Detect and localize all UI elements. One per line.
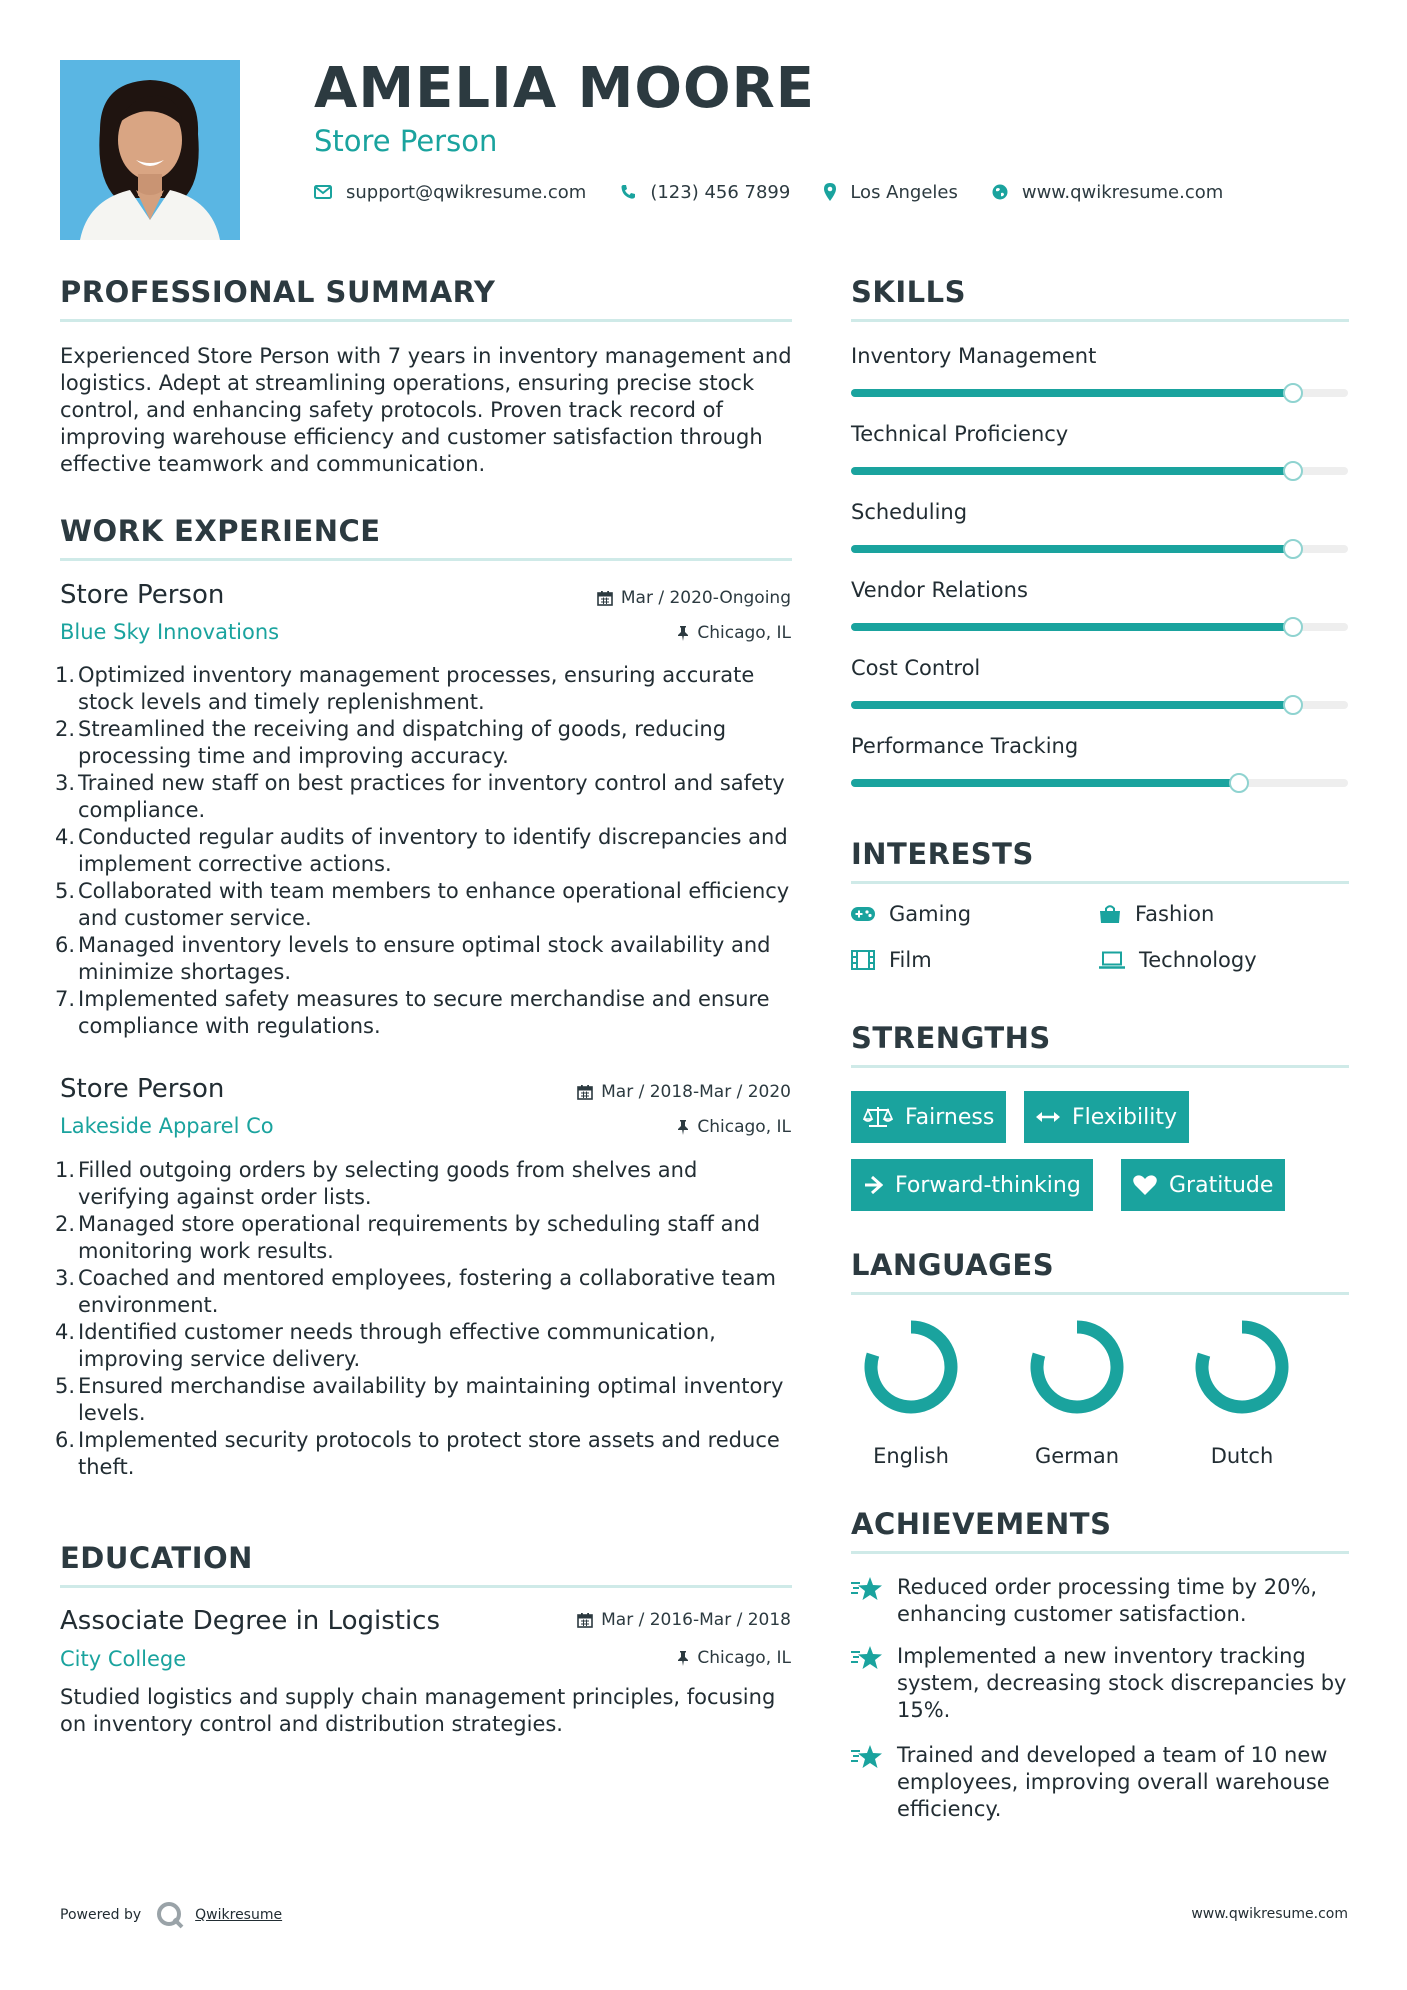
education-dates: [577, 1610, 791, 1630]
bullet-text: Filled outgoing orders by selecting goods from shelves and verifying against order lists.: [78, 1158, 698, 1209]
strength-label: Flexibility: [1072, 1104, 1177, 1130]
language-item: [851, 1320, 971, 1468]
bullet-text: Implemented safety measures to secure merchandise and ensure compliance with regulations.: [78, 987, 770, 1038]
strengths-rule: [851, 1065, 1349, 1068]
skills-heading: SKILLS: [851, 275, 966, 309]
interest-label: Fashion: [1135, 902, 1215, 926]
globe-icon: [992, 184, 1008, 200]
summary-heading: PROFESSIONAL SUMMARY: [60, 275, 496, 309]
list-item: 1. Optimized inventory management processes, ensuring accurate stock levels and timely replenishment.: [55, 663, 755, 714]
education-dates-text: Mar / 2016-Mar / 2018: [601, 1610, 791, 1630]
location-text: Los Angeles: [850, 181, 958, 203]
list-item: 3. Trained new staff on best practices for inventory control and safety compliance.: [55, 771, 785, 822]
achievements-heading: ACHIEVEMENTS: [851, 1507, 1112, 1541]
balance-scale-icon: [863, 1105, 893, 1129]
job-company: Blue Sky Innovations: [60, 620, 280, 644]
summary-rule: [60, 319, 792, 322]
phone-text: (123) 456 7899: [650, 181, 791, 203]
skill-bar-fill: [851, 623, 1293, 631]
achievements-rule: [851, 1551, 1349, 1554]
languages-heading: LANGUAGES: [851, 1248, 1055, 1282]
job-bullets: [55, 662, 795, 1040]
email-text: support@qwikresume.com: [346, 181, 587, 203]
list-item: 6. Implemented security protocols to protect store assets and reduce theft.: [55, 1428, 780, 1479]
bullet-text: Implemented security protocols to protect store assets and reduce theft.: [78, 1428, 780, 1479]
achievement-text: Implemented a new inventory tracking system, decreasing stock discrepancies by 15%.: [897, 1644, 1347, 1722]
list-item: 7. Implemented safety measures to secure merchandise and ensure compliance with regulations.: [55, 987, 770, 1038]
skill-bar: [851, 701, 1348, 709]
skill-bar-handle: [1283, 383, 1303, 403]
skill-bar-handle: [1283, 539, 1303, 559]
list-item: 2. Managed store operational requirements by scheduling staff and monitoring work results.: [55, 1212, 761, 1263]
interest-item: [1099, 948, 1257, 972]
education-heading: EDUCATION: [60, 1541, 253, 1575]
skill-bar-fill: [851, 779, 1239, 787]
interest-label: Gaming: [889, 902, 972, 926]
contact-bar: [314, 179, 1257, 205]
bullet-text: Ensured merchandise availability by maintaining optimal inventory levels.: [78, 1374, 784, 1425]
strength-badge: [851, 1091, 1006, 1143]
interests-heading: INTERESTS: [851, 837, 1034, 871]
shooting-star-icon: [851, 1744, 883, 1770]
job-location: [677, 623, 791, 643]
calendar-icon: [577, 1084, 593, 1100]
strength-badge: [1121, 1159, 1285, 1211]
gamepad-icon: [851, 906, 875, 922]
map-marker-icon: [824, 183, 836, 201]
contact-location: [824, 182, 958, 203]
interest-item: [851, 948, 932, 972]
interest-item: [851, 902, 971, 926]
powered-by-text: Powered by: [60, 1907, 142, 1923]
strengths-heading: STRENGTHS: [851, 1021, 1051, 1055]
experience-rule: [60, 558, 792, 561]
calendar-icon: [577, 1612, 593, 1628]
list-item: 6. Managed inventory levels to ensure optimal stock availability and minimize shortages.: [55, 933, 771, 984]
profile-photo: [60, 60, 240, 240]
bullet-text: Optimized inventory management processes, ensuring accurate stock levels and timely replenishment.: [78, 663, 755, 714]
candidate-name: AMELIA MOORE: [314, 56, 815, 121]
job-dates: [597, 588, 791, 608]
achievement-item: [851, 1742, 1351, 1823]
degree-title: Associate Degree in Logistics: [60, 1606, 441, 1636]
pushpin-icon: [677, 1650, 689, 1666]
skill-bar-handle: [1283, 461, 1303, 481]
achievement-item: [851, 1574, 1351, 1628]
list-item: 1. Filled outgoing orders by selecting goods from shelves and verifying against order lists.: [55, 1158, 698, 1209]
language-gauge-arc: [871, 1327, 951, 1407]
list-item: 4. Conducted regular audits of inventory to identify discrepancies and implement corrective actions.: [55, 825, 788, 876]
job-dates: [577, 1082, 791, 1102]
summary-text: Experienced Store Person with 7 years in inventory management and logistics. Adept at streamlining operations, ensuring precise stock control, and enhancing safety protocols. Proven track record of improving warehouse efficiency and customer satisfaction through effective teamwork and communication.: [60, 344, 792, 476]
language-item: [1182, 1320, 1302, 1468]
contact-email[interactable]: [314, 182, 586, 203]
experience-heading: WORK EXPERIENCE: [60, 514, 381, 548]
qwikresume-logo-icon: [155, 1900, 185, 1930]
education-location: [677, 1648, 791, 1668]
bullet-text: Collaborated with team members to enhance operational efficiency and customer service.: [78, 879, 790, 930]
footer-powered: [60, 1900, 282, 1930]
job-dates-text: Mar / 2020-Ongoing: [620, 588, 791, 608]
interest-label: Technology: [1139, 948, 1257, 972]
skill-name: Vendor Relations: [851, 578, 1028, 602]
website-text: www.qwikresume.com: [1021, 181, 1224, 203]
contact-website[interactable]: [992, 182, 1223, 203]
skill-bar-handle: [1283, 617, 1303, 637]
phone-icon: [620, 184, 636, 200]
shooting-star-icon: [851, 1645, 883, 1671]
job-location: [677, 1117, 791, 1137]
skill-bar: [851, 467, 1348, 475]
skill-bar-fill: [851, 701, 1293, 709]
school-name: City College: [60, 1647, 187, 1671]
skill-name: Scheduling: [851, 500, 968, 524]
achievement-text: Trained and developed a team of 10 new employees, improving overall warehouse efficiency.: [897, 1743, 1330, 1821]
job-dates-text: Mar / 2018-Mar / 2020: [601, 1082, 791, 1102]
film-icon: [851, 950, 875, 970]
language-name: German: [1034, 1444, 1120, 1468]
skill-bar: [851, 545, 1348, 553]
list-item: 2. Streamlined the receiving and dispatching of goods, reducing processing time and improving accuracy.: [55, 717, 727, 768]
language-item: [1017, 1320, 1137, 1468]
job-title: Store Person: [60, 1074, 225, 1104]
strength-label: Forward-thinking: [895, 1172, 1081, 1198]
skill-bar-fill: [851, 467, 1293, 475]
skill-bar: [851, 623, 1348, 631]
pushpin-icon: [677, 1119, 689, 1135]
language-name: English: [873, 1444, 949, 1468]
job-bullets: [55, 1157, 795, 1481]
skill-bar-fill: [851, 389, 1293, 397]
strength-label: Fairness: [905, 1104, 995, 1130]
skills-rule: [851, 319, 1349, 322]
language-gauge-arc: [1037, 1327, 1117, 1407]
bullet-text: Trained new staff on best practices for inventory control and safety compliance.: [78, 771, 785, 822]
skill-bar-handle: [1229, 773, 1249, 793]
strength-badge: [1024, 1091, 1189, 1143]
bullet-text: Identified customer needs through effective communication, improving service delivery.: [78, 1320, 716, 1371]
language-gauge: [1030, 1320, 1124, 1414]
shooting-star-icon: [851, 1576, 883, 1602]
achievement-item: [851, 1643, 1351, 1724]
bullet-text: Streamlined the receiving and dispatching of goods, reducing processing time and improving accuracy.: [78, 717, 727, 768]
footer-url[interactable]: www.qwikresume.com: [1191, 1906, 1348, 1922]
strength-badge: [851, 1159, 1093, 1211]
education-description: Studied logistics and supply chain management principles, focusing on inventory control and distribution strategies.: [60, 1685, 776, 1736]
laptop-icon: [1099, 951, 1125, 969]
job-location-text: Chicago, IL: [697, 623, 791, 643]
skill-bar: [851, 779, 1348, 787]
strength-label: Gratitude: [1169, 1172, 1274, 1198]
bullet-text: Managed inventory levels to ensure optimal stock availability and minimize shortages.: [78, 933, 771, 984]
job-title: Store Person: [60, 580, 225, 610]
skill-bar-handle: [1283, 695, 1303, 715]
interest-label: Film: [889, 948, 932, 972]
education-rule: [60, 1585, 792, 1588]
education-location-text: Chicago, IL: [697, 1648, 791, 1668]
languages-rule: [851, 1292, 1349, 1295]
language-gauge: [1195, 1320, 1289, 1414]
skill-name: Performance Tracking: [851, 734, 1079, 758]
interest-item: [1099, 902, 1214, 926]
bullet-text: Conducted regular audits of inventory to identify discrepancies and implement corrective actions.: [78, 825, 788, 876]
candidate-role: Store Person: [314, 124, 498, 158]
skill-name: Inventory Management: [851, 344, 1097, 368]
footer-brand-link[interactable]: Qwikresume: [195, 1907, 283, 1923]
contact-phone[interactable]: [620, 182, 790, 203]
achievement-text: Reduced order processing time by 20%, enhancing customer satisfaction.: [897, 1575, 1318, 1626]
heart-icon: [1133, 1175, 1157, 1195]
skill-bar-fill: [851, 545, 1293, 553]
job-company: Lakeside Apparel Co: [60, 1114, 274, 1138]
envelope-icon: [314, 185, 332, 199]
portrait-image: [60, 60, 240, 240]
bullet-text: Coached and mentored employees, fostering a collaborative team environment.: [78, 1266, 777, 1317]
interests-rule: [851, 881, 1349, 884]
language-gauge-arc: [1202, 1327, 1282, 1407]
shopping-bag-icon: [1099, 904, 1121, 924]
arrow-right-icon: [863, 1175, 883, 1195]
pushpin-icon: [677, 625, 689, 641]
skill-name: Cost Control: [851, 656, 981, 680]
list-item: 3. Coached and mentored employees, fostering a collaborative team environment.: [55, 1266, 777, 1317]
language-name: Dutch: [1210, 1444, 1274, 1468]
list-item: 5. Ensured merchandise availability by maintaining optimal inventory levels.: [55, 1374, 784, 1425]
list-item: 5. Collaborated with team members to enhance operational efficiency and customer service.: [55, 879, 790, 930]
skill-bar: [851, 389, 1348, 397]
arrows-horizontal-icon: [1036, 1110, 1060, 1124]
bullet-text: Managed store operational requirements by scheduling staff and monitoring work results.: [78, 1212, 761, 1263]
job-location-text: Chicago, IL: [697, 1117, 791, 1137]
skill-name: Technical Proficiency: [851, 422, 1069, 446]
list-item: 4. Identified customer needs through effective communication, improving service delivery.: [55, 1320, 716, 1371]
calendar-icon: [597, 590, 613, 606]
language-gauge: [864, 1320, 958, 1414]
